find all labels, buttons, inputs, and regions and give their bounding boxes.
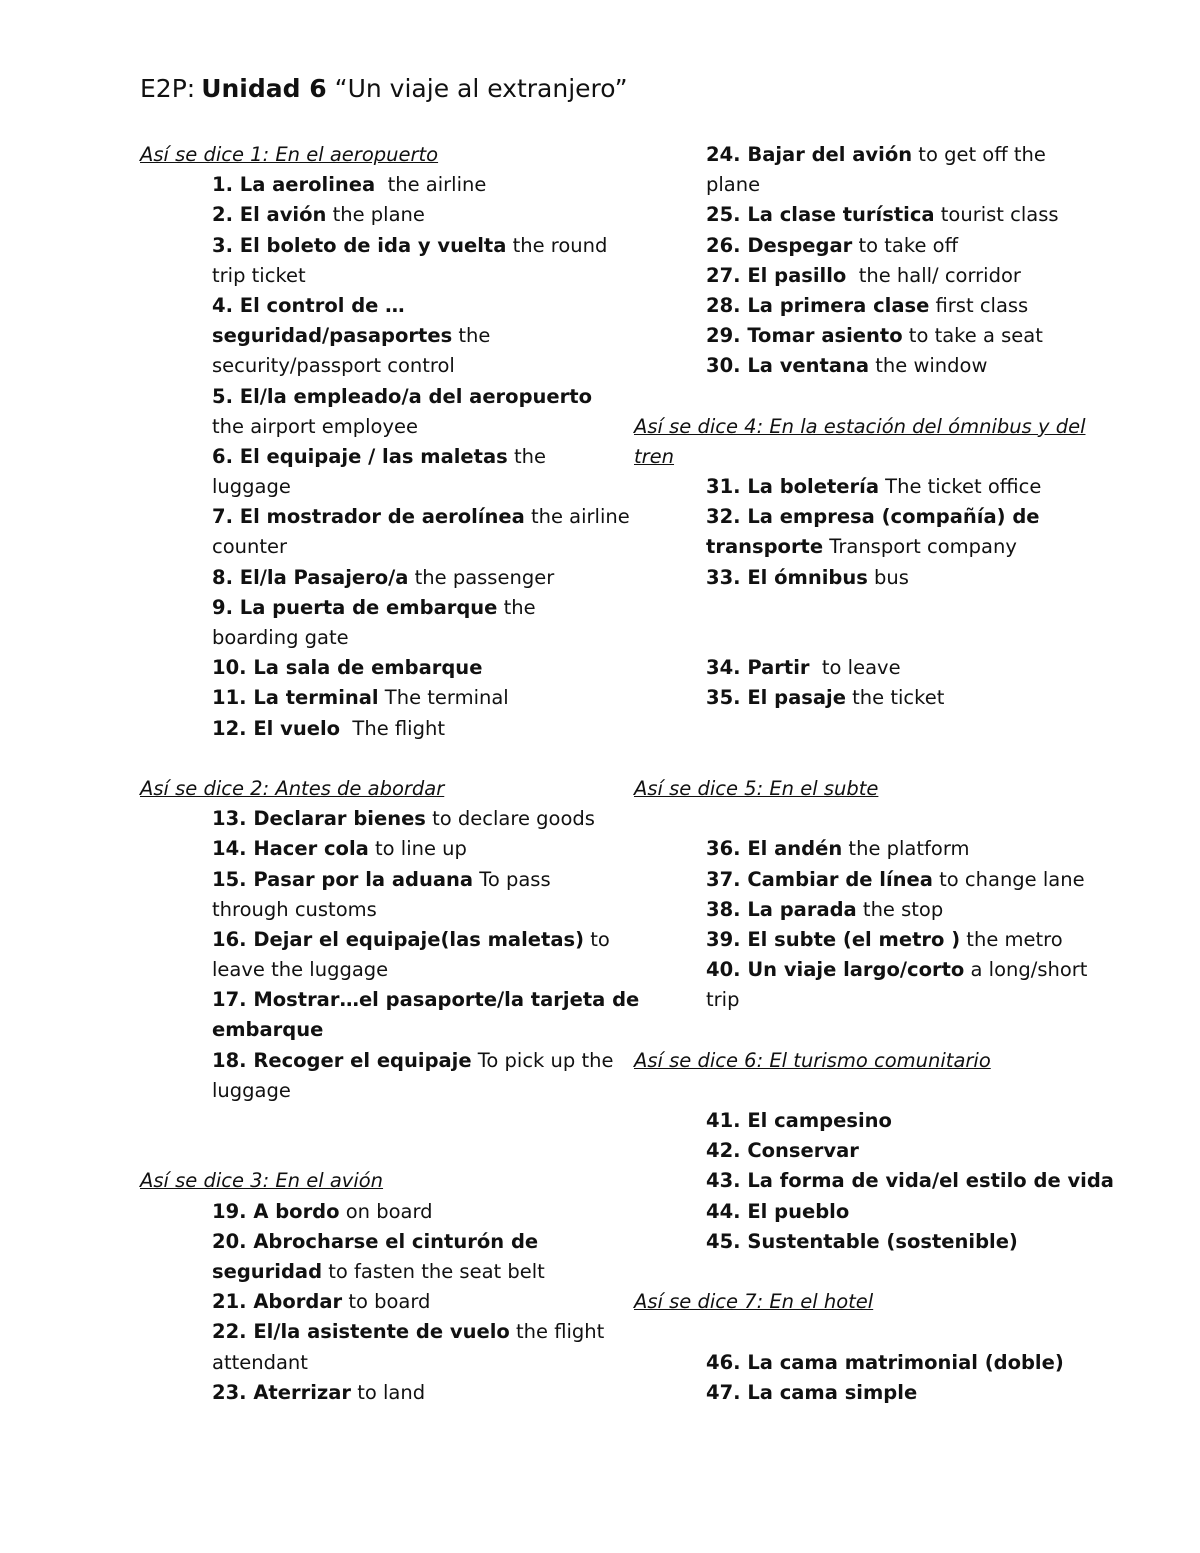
- vocab-term: 10. La sala de embarque: [212, 656, 483, 680]
- vocab-term: 38. La parada: [706, 897, 857, 921]
- vocab-term: 30. La ventana: [706, 354, 870, 378]
- blank-line: [634, 804, 1074, 834]
- vocab-line: [634, 140, 1074, 170]
- vocab-line: [140, 714, 580, 744]
- vocab-translation: to fasten the seat belt: [322, 1259, 545, 1283]
- section-heading-text: Así se dice 6: El turismo comunitario: [634, 1048, 991, 1072]
- vocab-line: [140, 865, 580, 895]
- blank-line: [634, 1015, 1074, 1045]
- vocab-term: 18. Recoger el equipaje: [212, 1048, 472, 1072]
- vocab-term: seguridad: [212, 1259, 323, 1283]
- vocab-line: [140, 895, 580, 925]
- vocab-line: [140, 291, 580, 321]
- vocab-translation: the: [497, 595, 536, 619]
- vocab-term: seguridad/pasaportes: [212, 324, 453, 348]
- vocab-translation: the window: [869, 354, 988, 378]
- vocab-line: [140, 442, 580, 472]
- vocab-line: [634, 170, 1074, 200]
- vocab-line: [634, 291, 1074, 321]
- vocab-line: [140, 683, 580, 713]
- vocab-line: [140, 321, 580, 351]
- vocab-term: 42. Conservar: [706, 1139, 859, 1163]
- vocab-translation: to line up: [368, 837, 467, 861]
- vocab-term: 26. Despegar: [706, 233, 853, 257]
- vocab-line: [140, 412, 580, 442]
- vocab-term: 22. El/la asistente de vuelo: [212, 1320, 510, 1344]
- section-heading: [634, 412, 1086, 442]
- vocab-translation: the passenger: [408, 565, 555, 589]
- vocab-line: [140, 985, 640, 1015]
- vocab-term: 40. Un viaje largo/corto: [706, 958, 965, 982]
- vocab-term: 6. El equipaje / las maletas: [212, 444, 508, 468]
- vocab-line: [634, 321, 1074, 351]
- vocab-term: 29. Tomar asiento: [706, 324, 903, 348]
- vocab-translation: to leave: [809, 656, 901, 680]
- vocab-term: 46. La cama matrimonial (doble): [706, 1350, 1064, 1374]
- blank-line: [140, 1106, 580, 1136]
- vocab-translation: leave the luggage: [212, 958, 389, 982]
- vocab-line: [634, 895, 1074, 925]
- blank-line: [634, 1076, 1074, 1106]
- vocab-translation: plane: [706, 173, 761, 197]
- vocab-line: [140, 1257, 580, 1287]
- vocab-translation: The ticket office: [878, 475, 1042, 499]
- vocab-line: [140, 1287, 580, 1317]
- vocab-term: 45. Sustentable (sostenible): [706, 1229, 1018, 1253]
- vocab-term: 32. La empresa (compañía) de: [706, 505, 1040, 529]
- vocab-translation: to get off the: [912, 143, 1046, 166]
- blank-line: [634, 1317, 1074, 1347]
- vocab-term: 27. El pasillo: [706, 263, 847, 287]
- section-heading: [140, 1166, 580, 1196]
- vocab-translation: to take off: [852, 233, 959, 257]
- vocab-line: [634, 955, 1088, 985]
- title-unit: Unidad 6: [201, 74, 327, 103]
- vocab-translation: the platform: [842, 837, 970, 861]
- vocab-translation: the airline: [524, 505, 630, 529]
- vocab-term: 11. La terminal: [212, 686, 379, 710]
- vocab-term: 1. La aerolinea: [212, 173, 376, 197]
- blank-line: [634, 382, 1074, 412]
- vocab-translation: bus: [867, 565, 909, 589]
- vocab-term: 9. La puerta de embarque: [212, 595, 498, 619]
- vocab-term: 25. La clase turística: [706, 203, 935, 227]
- vocab-translation: the flight: [509, 1320, 605, 1344]
- vocab-translation: the metro: [960, 927, 1063, 951]
- vocab-line: [140, 472, 580, 502]
- vocab-line: [634, 1348, 1074, 1378]
- section-heading-text: tren: [634, 444, 675, 468]
- vocab-term: 20. Abrocharse el cinturón de: [212, 1229, 539, 1253]
- section-heading-text: Así se dice 5: En el subte: [634, 776, 879, 800]
- vocab-line: [140, 623, 580, 653]
- blank-line: [634, 623, 1074, 653]
- vocab-translation: counter: [212, 535, 288, 559]
- vocab-term: 16. Dejar el equipaje(las maletas): [212, 927, 585, 951]
- vocab-term: 39. El subte (el metro ): [706, 927, 961, 951]
- vocab-line: [634, 985, 1074, 1015]
- vocab-line: [140, 1197, 580, 1227]
- vocab-term: 15. Pasar por la aduana: [212, 867, 474, 891]
- vocab-line: [140, 653, 580, 683]
- vocab-term: 8. El/la Pasajero/a: [212, 565, 409, 589]
- vocab-translation: luggage: [212, 475, 291, 499]
- vocab-translation: on board: [339, 1199, 433, 1223]
- vocab-line: [140, 532, 580, 562]
- vocab-translation: to change lane: [932, 867, 1085, 891]
- vocab-translation: tourist class: [934, 203, 1059, 227]
- vocab-translation: attendant: [212, 1350, 308, 1374]
- vocab-term: 14. Hacer cola: [212, 837, 369, 861]
- vocab-term: 41. El campesino: [706, 1109, 892, 1132]
- vocab-line: [140, 593, 580, 623]
- vocab-translation: luggage: [212, 1078, 291, 1102]
- vocab-term: 4. El control de …: [212, 293, 405, 317]
- vocab-translation: to take a seat: [902, 324, 1043, 348]
- vocab-line: [634, 1227, 1074, 1257]
- vocab-line: [140, 1378, 580, 1408]
- vocab-translation: the: [452, 324, 491, 348]
- section-heading: [140, 140, 580, 170]
- section-heading: [634, 442, 1074, 472]
- vocab-line: [634, 351, 1074, 381]
- vocab-translation: security/passport control: [212, 354, 455, 378]
- vocab-line: [140, 804, 595, 834]
- vocab-line: [140, 502, 630, 532]
- vocab-translation: to declare goods: [425, 807, 595, 831]
- vocab-line: [140, 1015, 580, 1045]
- vocab-line: [140, 563, 580, 593]
- vocab-line: [634, 1106, 1074, 1136]
- section-heading-text: Así se dice 7: En el hotel: [634, 1290, 874, 1314]
- vocab-line: [140, 382, 592, 412]
- vocab-line: [634, 653, 1074, 683]
- blank-line: [140, 1136, 580, 1166]
- vocab-line: [634, 683, 1074, 713]
- vocab-translation: trip ticket: [212, 263, 306, 287]
- vocab-line: [634, 1136, 1074, 1166]
- vocab-translation: to land: [351, 1380, 426, 1404]
- section-heading: [634, 774, 1074, 804]
- vocab-term: embarque: [212, 1018, 324, 1042]
- vocab-translation: the stop: [856, 897, 944, 921]
- vocab-translation: Transport company: [823, 535, 1017, 559]
- blank-line: [634, 744, 1074, 774]
- vocab-term: 24. Bajar del avión: [706, 143, 913, 166]
- vocab-term: 12. El vuelo: [212, 716, 341, 740]
- section-heading-text: Así se dice 2: Antes de abordar: [140, 776, 445, 800]
- vocab-translation: first class: [929, 293, 1029, 317]
- right-column: [634, 140, 1114, 1408]
- vocab-term: 19. A bordo: [212, 1199, 340, 1223]
- vocab-line: [634, 1197, 1074, 1227]
- vocab-term: transporte: [706, 535, 824, 559]
- vocab-translation: trip: [706, 988, 740, 1012]
- section-heading-text: Así se dice 1: En el aeropuerto: [140, 143, 439, 166]
- vocab-line: [634, 925, 1074, 955]
- vocab-translation: to: [584, 927, 610, 951]
- vocab-line: [140, 170, 580, 200]
- page-title: [140, 72, 628, 106]
- section-heading: [634, 1287, 1074, 1317]
- vocab-term: 34. Partir: [706, 656, 810, 680]
- vocab-translation: To pick up the: [471, 1048, 614, 1072]
- vocab-line: [634, 472, 1074, 502]
- vocab-line: [634, 1166, 1114, 1196]
- vocab-line: [140, 834, 580, 864]
- vocab-line: [634, 231, 1074, 261]
- vocab-line: [140, 1046, 614, 1076]
- vocab-line: [140, 261, 580, 291]
- vocab-line: [634, 200, 1074, 230]
- vocab-line: [140, 351, 580, 381]
- vocab-term: 43. La forma de vida/el estilo de vida: [706, 1169, 1114, 1193]
- vocab-translation: a long/short: [964, 958, 1088, 982]
- vocab-term: 17. Mostrar…el pasaporte/la tarjeta de: [212, 988, 640, 1012]
- title-subtitle: “Un viaje al extranjero”: [334, 74, 628, 103]
- section-heading: [140, 774, 580, 804]
- vocab-line: [140, 231, 608, 261]
- section-heading-text: Así se dice 3: En el avión: [140, 1169, 384, 1193]
- vocab-translation: the airport employee: [212, 414, 419, 438]
- vocab-translation: the ticket: [845, 686, 945, 710]
- vocab-translation: the: [507, 444, 546, 468]
- blank-line: [634, 1257, 1074, 1287]
- vocab-line: [634, 563, 1074, 593]
- vocab-translation: The flight: [340, 716, 445, 740]
- vocab-term: 33. El ómnibus: [706, 565, 868, 589]
- vocab-translation: The terminal: [378, 686, 509, 710]
- vocab-term: 3. El boleto de ida y vuelta: [212, 233, 507, 257]
- title-prefix: E2P:: [140, 74, 196, 103]
- vocab-line: [634, 532, 1074, 562]
- vocab-line: [140, 1076, 580, 1106]
- vocab-line: [140, 1227, 580, 1257]
- blank-line: [140, 744, 580, 774]
- vocab-term: 44. El pueblo: [706, 1199, 850, 1223]
- vocab-line: [140, 1348, 580, 1378]
- section-heading-text: Así se dice 4: En la estación del ómnibus y del: [634, 414, 1086, 438]
- vocab-term: 31. La boletería: [706, 475, 879, 499]
- vocab-term: 7. El mostrador de aerolínea: [212, 505, 525, 529]
- vocab-term: 47. La cama simple: [706, 1380, 918, 1404]
- vocab-translation: the airline: [375, 173, 487, 197]
- vocab-translation: the round: [506, 233, 608, 257]
- vocab-translation: to board: [342, 1290, 431, 1314]
- blank-line: [634, 714, 1074, 744]
- vocab-term: 28. La primera clase: [706, 293, 930, 317]
- vocab-term: 2. El avión: [212, 203, 327, 227]
- vocab-line: [634, 502, 1074, 532]
- vocab-line: [634, 834, 1074, 864]
- vocab-line: [140, 1317, 605, 1347]
- vocab-term: 36. El andén: [706, 837, 843, 861]
- section-heading: [634, 1046, 1074, 1076]
- vocab-term: 23. Aterrizar: [212, 1380, 352, 1404]
- left-column: [140, 140, 640, 1408]
- vocab-term: 5. El/la empleado/a del aeropuerto: [212, 384, 592, 408]
- vocab-translation: boarding gate: [212, 626, 349, 649]
- vocab-translation: the plane: [326, 203, 425, 227]
- vocab-line: [140, 200, 580, 230]
- vocab-translation: through customs: [212, 897, 377, 921]
- vocab-line: [140, 955, 580, 985]
- vocab-translation: the hall/ corridor: [846, 263, 1021, 287]
- blank-line: [634, 593, 1074, 623]
- vocab-line: [634, 1378, 1074, 1408]
- vocab-term: 13. Declarar bienes: [212, 807, 426, 831]
- vocab-term: 21. Abordar: [212, 1290, 343, 1314]
- vocab-term: 37. Cambiar de línea: [706, 867, 933, 891]
- vocab-translation: To pass: [473, 867, 551, 891]
- vocab-term: 35. El pasaje: [706, 686, 846, 710]
- vocab-line: [634, 261, 1074, 291]
- vocab-line: [634, 865, 1085, 895]
- vocab-line: [140, 925, 610, 955]
